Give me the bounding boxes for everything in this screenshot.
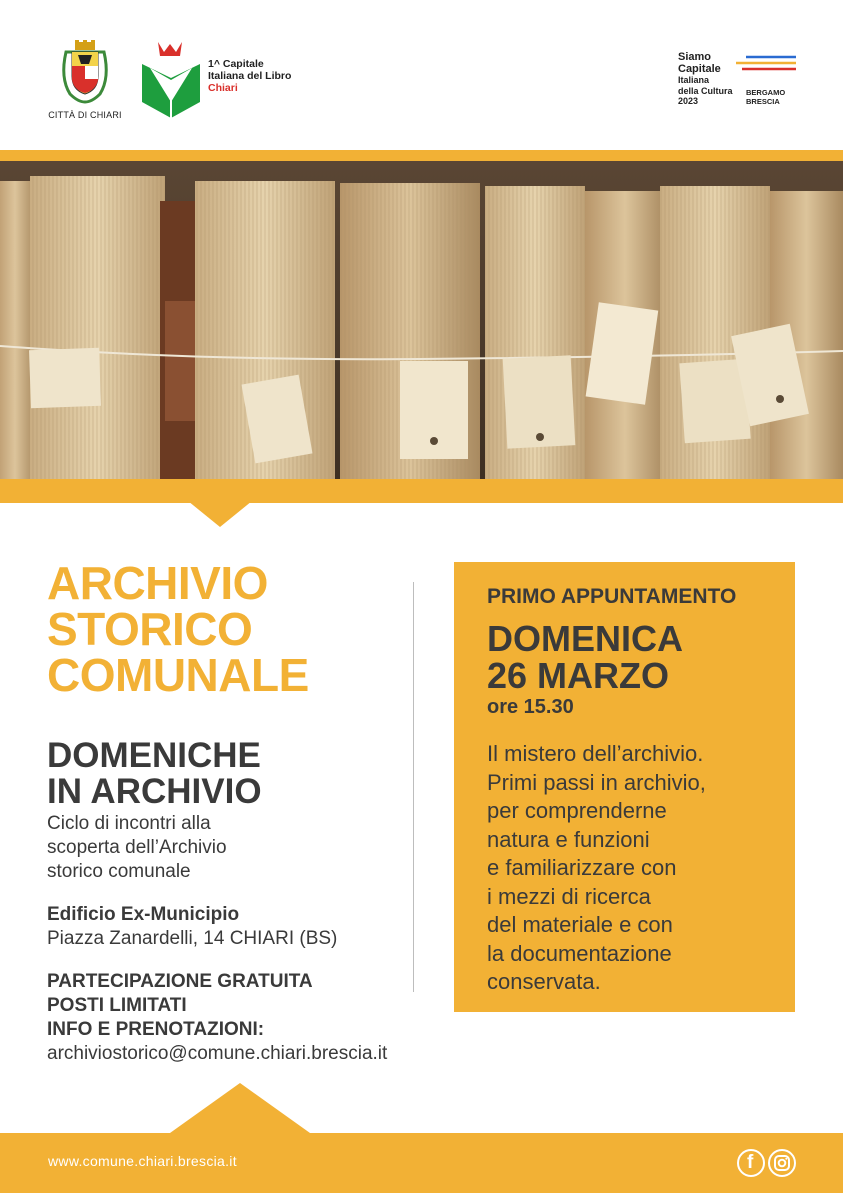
info-booking: INFO E PRENOTAZIONI:: [47, 1019, 265, 1040]
archive-folders-photo: [0, 161, 843, 479]
desc-line: e familiarizzare con: [487, 855, 677, 880]
city-label: CITTÀ DI CHIARI: [48, 110, 122, 120]
desc-line: i mezzi di ricerca: [487, 883, 651, 909]
band-notch-down: [188, 501, 252, 527]
header: [0, 0, 843, 150]
footer-notch-up: [170, 1083, 310, 1133]
event-time: ore 15.30: [487, 696, 574, 718]
event-heading: PRIMO APPUNTAMENTO: [487, 585, 737, 608]
bg-line2: Capitale: [678, 63, 721, 75]
bg-line3: Italiana: [678, 75, 710, 85]
capitale-text: [208, 58, 291, 94]
bg-city2: BRESCIA: [746, 97, 780, 106]
bg-line4: della Cultura: [678, 85, 733, 96]
venue-address: Piazza Zanardelli, 14 CHIARI (BS): [47, 928, 338, 949]
archive-folders-image: [0, 161, 843, 479]
instagram-glyph-icon: [770, 1151, 794, 1175]
desc-line: conservata.: [487, 969, 601, 994]
email-link[interactable]: archiviostorico@comune.chiari.brescia.it: [47, 1043, 388, 1064]
info-limited: POSTI LIMITATI: [47, 995, 187, 1016]
title-line2: STORICO: [47, 603, 253, 655]
venue-block: [47, 903, 337, 951]
venue-name: Edificio Ex-Municipio: [47, 904, 240, 925]
desc-line: per comprenderne: [487, 798, 667, 823]
desc-line: natura e funzioni: [487, 826, 650, 852]
main-title: [47, 557, 392, 701]
colored-lines-icon: [736, 55, 798, 73]
event-date: [487, 620, 795, 694]
desc-line: Primi passi in archivio,: [487, 769, 706, 795]
cycle-line1: Ciclo di incontri alla: [47, 813, 211, 834]
left-column: [47, 557, 392, 884]
capitale-line1: 1^ Capitale: [208, 58, 264, 70]
column-divider: [413, 582, 414, 992]
capitale-libro-logo: [138, 40, 328, 124]
title-line1: ARCHIVIO: [47, 557, 268, 609]
capitale-line3: Chiari: [208, 82, 238, 94]
bg-title: [678, 51, 721, 75]
city-logo: [46, 38, 124, 120]
title-line3: COMUNALE: [47, 649, 309, 701]
info-free: PARTECIPAZIONE GRATUITA: [47, 971, 313, 992]
event-date-text: 26 MARZO: [487, 655, 670, 696]
top-accent-band: [0, 150, 843, 161]
desc-line: del materiale e con: [487, 912, 673, 937]
info-block: [47, 970, 387, 1066]
bg-cities: [746, 88, 785, 106]
desc-line: Il mistero dell’archivio.: [487, 741, 704, 766]
bg-subtitle: [678, 75, 733, 107]
cycle-line2: scoperta dell’Archivio: [47, 837, 227, 858]
bg-line5: 2023: [678, 96, 699, 106]
sub-title: [47, 738, 392, 810]
capitale-line2: Italiana del Libro: [208, 70, 292, 82]
instagram-icon[interactable]: [768, 1149, 796, 1177]
event-day: DOMENICA: [487, 618, 683, 659]
event-box: [454, 562, 795, 1012]
desc-line: la documentazione: [487, 940, 672, 966]
subtitle-line2: IN ARCHIVIO: [47, 772, 262, 811]
event-description: [487, 740, 795, 997]
subtitle-line1: DOMENICHE: [47, 736, 261, 775]
facebook-icon[interactable]: f: [737, 1149, 765, 1177]
bg-city1: BERGAMO: [746, 88, 786, 97]
bergamo-brescia-logo: [678, 51, 808, 113]
bg-line1: Siamo: [678, 51, 712, 63]
coat-of-arms-icon: [56, 38, 114, 106]
mid-accent-band: [0, 479, 843, 503]
cycle-description: [47, 812, 392, 884]
footer: [0, 1133, 843, 1193]
book-logo-icon: [138, 40, 208, 124]
website-link[interactable]: www.comune.chiari.brescia.it: [48, 1153, 237, 1169]
cycle-line3: storico comunale: [47, 861, 191, 882]
